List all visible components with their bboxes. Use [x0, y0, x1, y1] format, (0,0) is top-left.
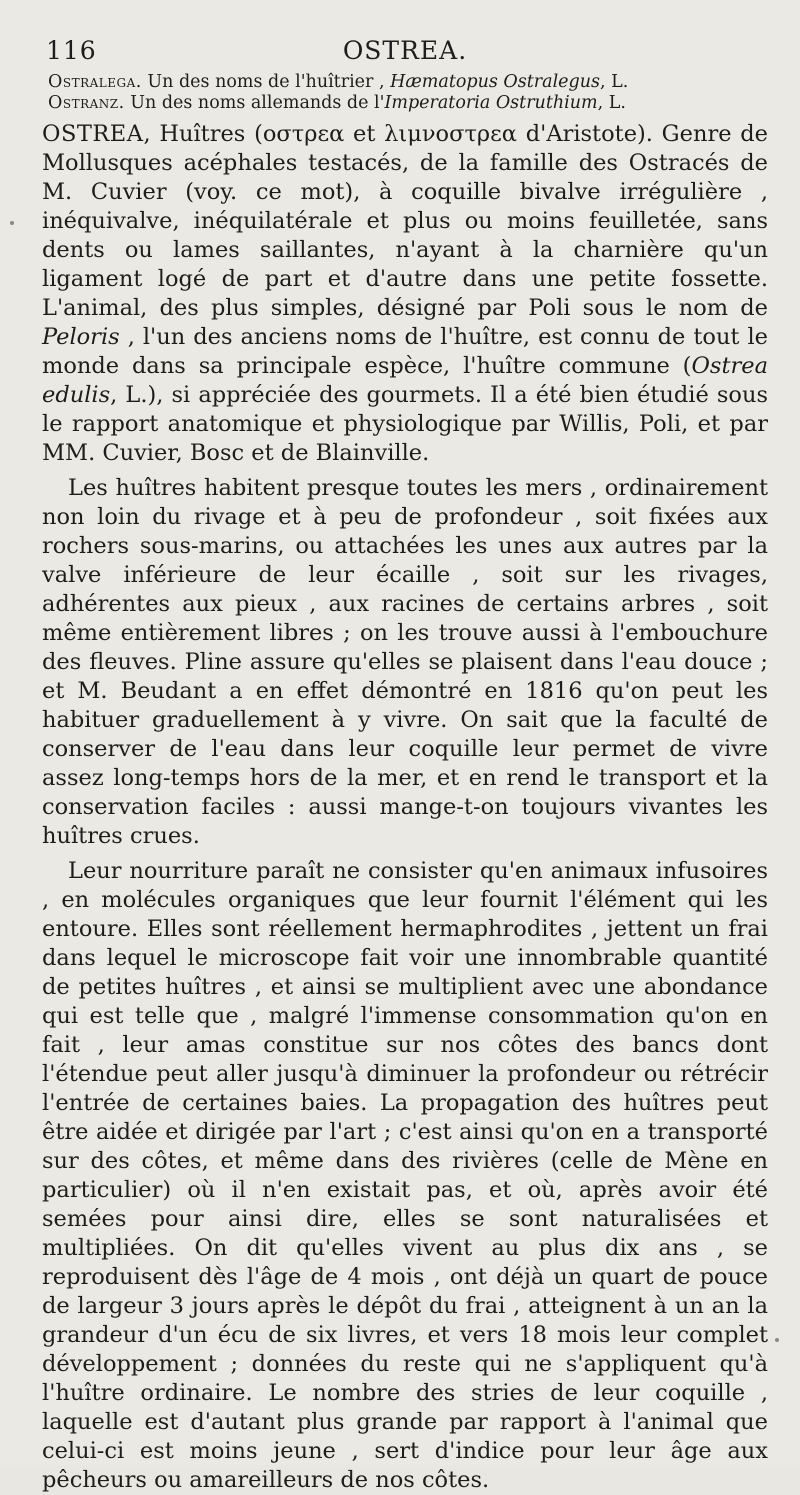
- entry-text: Un des noms de l'huîtrier ,: [141, 72, 391, 92]
- paragraph-text: et: [344, 121, 385, 147]
- page-number: 116: [46, 36, 97, 65]
- entry-text: Un des noms allemands de l': [124, 93, 385, 113]
- margin-mark: [10, 221, 14, 225]
- entry-ostranz: [48, 93, 768, 114]
- paragraph-text: , l'un des anciens noms de l'huître, est connu de tout le monde dans sa principale espèce, l'huître commune (: [42, 324, 768, 379]
- running-head: [42, 36, 768, 72]
- paragraph-text: , Huîtres (: [143, 121, 263, 147]
- latin-term: Ostrea edulis: [42, 353, 768, 408]
- paragraph-text: , L.), si appréciée des gourmets. Il a été bien étudié sous le rapport anatomique et physiologique par Willis, Poli, et par MM. Cuvier, Bosc et de Blainville.: [42, 382, 768, 466]
- paragraph-text: d'Aristote). Genre de Mollusques acéphales testacés, de la famille des Ostracés de M. Cuvier (voy. ce mot), à coquille bivalve irrégulière , inéquivalve, inéquilatérale et plus ou moins feuilletée, sans dents ou lames saillantes, n'ayant à la charnière qu'un ligament logé de part et d'autre dans une petite fossette. L'animal, des plus simples, désigné par Poli sous le nom de: [42, 121, 768, 321]
- entry-ostralega: [48, 72, 768, 93]
- entry-headword: Ostralega.: [48, 72, 142, 92]
- entry-text-tail: , L.: [599, 72, 629, 92]
- greek-term: οστρεα: [262, 121, 345, 147]
- entry-latin-name: Imperatoria Ostruthium: [384, 93, 598, 113]
- entry-text-tail: , L.: [597, 93, 626, 113]
- entry-headword: Ostranz.: [48, 93, 125, 113]
- greek-term: λιμνοστρεα: [384, 121, 517, 147]
- paragraph-definition: [42, 120, 768, 468]
- entry-ostrea: [42, 120, 768, 1495]
- latin-term: Peloris: [42, 324, 120, 350]
- paragraph-nourishment: Leur nourriture paraît ne consister qu'en animaux infusoires , en molécules organiques que leur fournit l'élément qui les entoure. Elles sont réellement hermaphrodites , jettent un frai dans lequel le microscope fait voir une innombrable quantité de petites huîtres , et ainsi se multiplient avec une abondance qui est telle que , malgré l'immense consommation qu'on en fait , leur amas constitue sur nos côtes des bancs dont l'étendue peut aller jusqu'à diminuer la profondeur ou rétrécir l'entrée de certaines baies. La propagation des huîtres peut être aidée et dirigée par l'art ; c'est ainsi qu'on en a transporté sur des côtes, et même dans des rivières (celle de Mène en particulier) où il n'en existait pas, et où, après avoir été semées pour ainsi dire, elles se sont naturalisées et multipliées. On dit qu'elles vivent au plus dix ans , se reproduisent dès l'âge de 4 mois , ont déjà un quart de pouce de largeur 3 jours après le dépôt du frai , atteignent à un an la grandeur d'un écu de six livres, et vers 18 mois leur complet développement ; données du reste qui ne s'appliquent qu'à l'huître ordinaire. Le nombre des stries de leur coquille , laquelle est d'autant plus grande par rapport à l'animal que celui-ci est moins jeune , sert d'indice pour leur âge aux pêcheurs ou amareilleurs de nos côtes.: [42, 858, 768, 1493]
- paragraph-habitat: Les huîtres habitent presque toutes les mers , ordinairement non loin du rivage et à peu de profondeur , soit fixées aux rochers sous-marins, ou attachées les unes aux autres par la valve inférieure de leur écaille , soit sur les rivages, adhérentes aux pieux , aux racines de certains arbres , soit même entièrement libres ; on les trouve aussi à l'embouchure des fleuves. Pline assure qu'elles se plaisent dans l'eau douce ; et M. Beudant a en effet démontré en 1816 qu'on peut les habituer graduellement à y vivre. On sait que la faculté de conserver de l'eau dans leur coquille leur permet de vivre assez long-temps hors de la mer, et en rend le transport et la conservation faciles : aussi mange-t-on toujours vivantes les huîtres crues.: [42, 475, 768, 849]
- running-title: OSTREA.: [342, 36, 468, 65]
- main-headword: OSTREA: [42, 121, 144, 147]
- entry-latin-name: Hæmatopus Ostralegus: [390, 72, 600, 92]
- margin-mark: [775, 1338, 779, 1342]
